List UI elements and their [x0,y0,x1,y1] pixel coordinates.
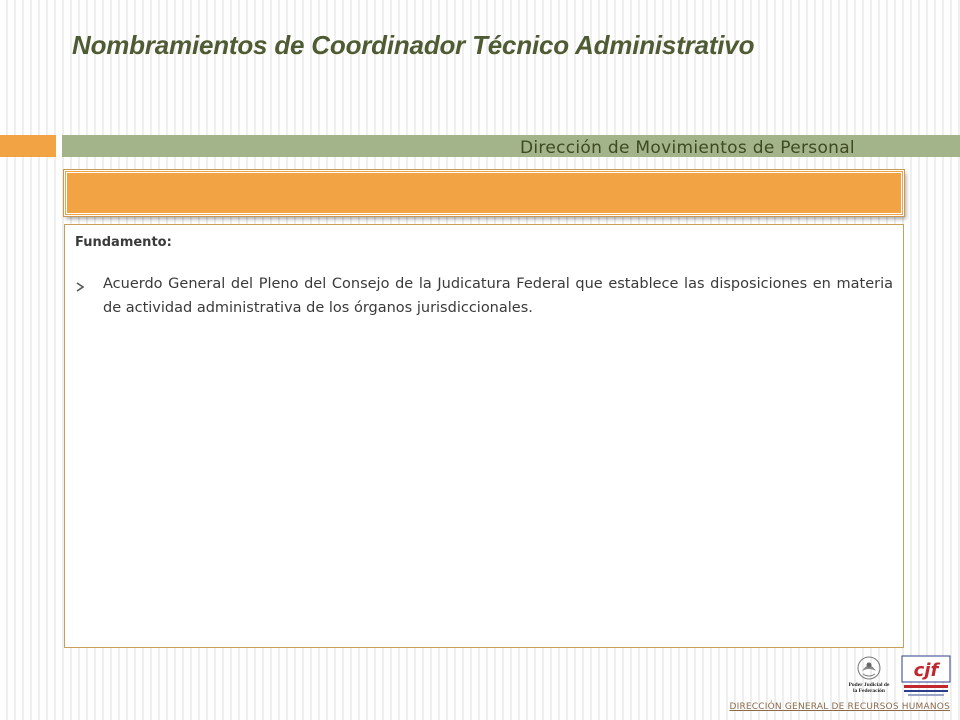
bullet-text: Acuerdo General del Pleno del Consejo de la Judicatura Federal que establece las disposiciones en materia de actividad administrativa de los órganos jurisdiccionales. [103,276,893,316]
header-band-left [0,135,56,157]
pjf-seal-icon [846,654,892,700]
logos [846,654,956,700]
section-header-bar [64,170,904,216]
slide-title: Nombramientos de Coordinador Técnico Administrativo [72,30,755,60]
pjf-caption: Poder Judicial de la Federación [848,682,890,694]
cjf-logo-icon [898,654,954,700]
content-box [64,224,904,648]
cjf-mark: cjf [913,660,939,681]
footer-text: DIRECCIÓN GENERAL DE RECURSOS HUMANOS [729,702,950,712]
fundamento-label: Fundamento: [75,235,172,250]
list-item [75,272,893,320]
slide-subtitle: Dirección de Movimientos de Personal [520,138,855,158]
arrow-bullet-icon [75,272,103,296]
